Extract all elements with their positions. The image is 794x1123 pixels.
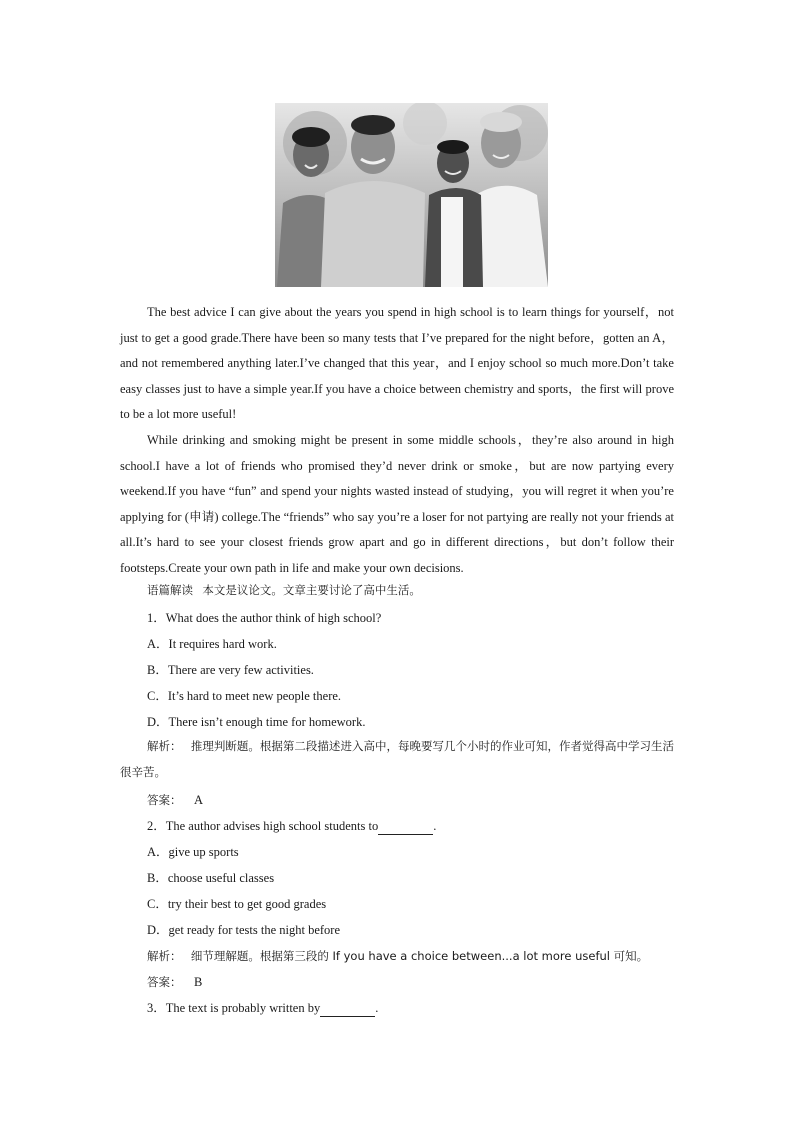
answer-label: 答案： <box>147 975 182 989</box>
question-2-explanation <box>147 948 648 964</box>
question-1-option-b: B．There are very few activities. <box>147 663 314 677</box>
question-2-stem: 2．The author advises high school students to . <box>147 819 437 833</box>
explanation-text: 推理判断题。根据第二段描述进入高中，每晚要写几个小时的作业可知，作者觉得高中学习生活很辛苦。 <box>120 739 675 779</box>
analysis-label: 语篇解读 <box>147 583 193 597</box>
answer-value: B <box>194 975 203 989</box>
question-2-option-b: B．choose useful classes <box>147 871 275 885</box>
explanation-label: 解析： <box>147 739 182 753</box>
question-1-answer <box>147 792 203 808</box>
passage-paragraph-1: The best advice I can give about the years you spend in high school is to learn things for yourself，not just to get a good grade.There have been so many tests that I’ve prepared for the night before，gotten an A，and not remembered anything later.I’ve changed that this year，and I enjoy school so much more.Don’t take easy classes just to have a simple year.If you have a choice between chemistry and sports，the first will prove to be a lot more useful! <box>120 305 674 422</box>
answer-label: 答案： <box>147 793 182 807</box>
passage-paragraph-2: While drinking and smoking might be present in some middle schools，they’re also around in high school.I have a lot of friends who promised they’d never drink or smoke，but are now partying every weekend.If you have “fun” and spend your nights wasted instead of studying，you will regret it when you’re applying for (申请) college.The “friends” who say you’re a loser for not partying are really not your friends at all.It’s hard to see your closest friends grow apart and go in different directions，but don’t follow their footsteps.Create your own path in life and make your own decisions. <box>120 432 674 575</box>
question-2-answer <box>147 974 202 990</box>
question-1-option-c: C．It’s hard to meet new people there. <box>147 689 342 703</box>
question-2-option-a: A．give up sports <box>147 845 239 859</box>
question-2-stem-text: 2．The author advises high school students to <box>147 819 379 833</box>
question-1-explanation <box>120 734 674 785</box>
question-1-stem: 1．What does the author think of high school? <box>147 611 382 625</box>
question-2-option-c: C．try their best to get good grades <box>147 897 327 911</box>
question-1-option-d: D．There isn’t enough time for homework. <box>147 715 366 729</box>
explanation-text: 细节理解题。根据第三段的 If you have a choice between...a lot more useful 可知。 <box>190 949 649 963</box>
question-3-stem: 3．The text is probably written by . <box>147 1001 379 1015</box>
passage-analysis <box>147 582 421 598</box>
question-1-option-a: A．It requires hard work. <box>147 637 277 651</box>
question-3-stem-text: 3．The text is probably written by <box>147 1001 321 1015</box>
explanation-label: 解析： <box>147 949 182 963</box>
answer-blank <box>320 1000 375 1017</box>
answer-value: A <box>194 793 204 807</box>
photo-four-friends <box>275 103 548 287</box>
answer-blank <box>378 818 433 835</box>
passage <box>120 300 674 582</box>
question-2-option-d: D．get ready for tests the night before <box>147 923 340 937</box>
analysis-text: 本文是议论文。文章主要讨论了高中生活。 <box>202 583 421 597</box>
